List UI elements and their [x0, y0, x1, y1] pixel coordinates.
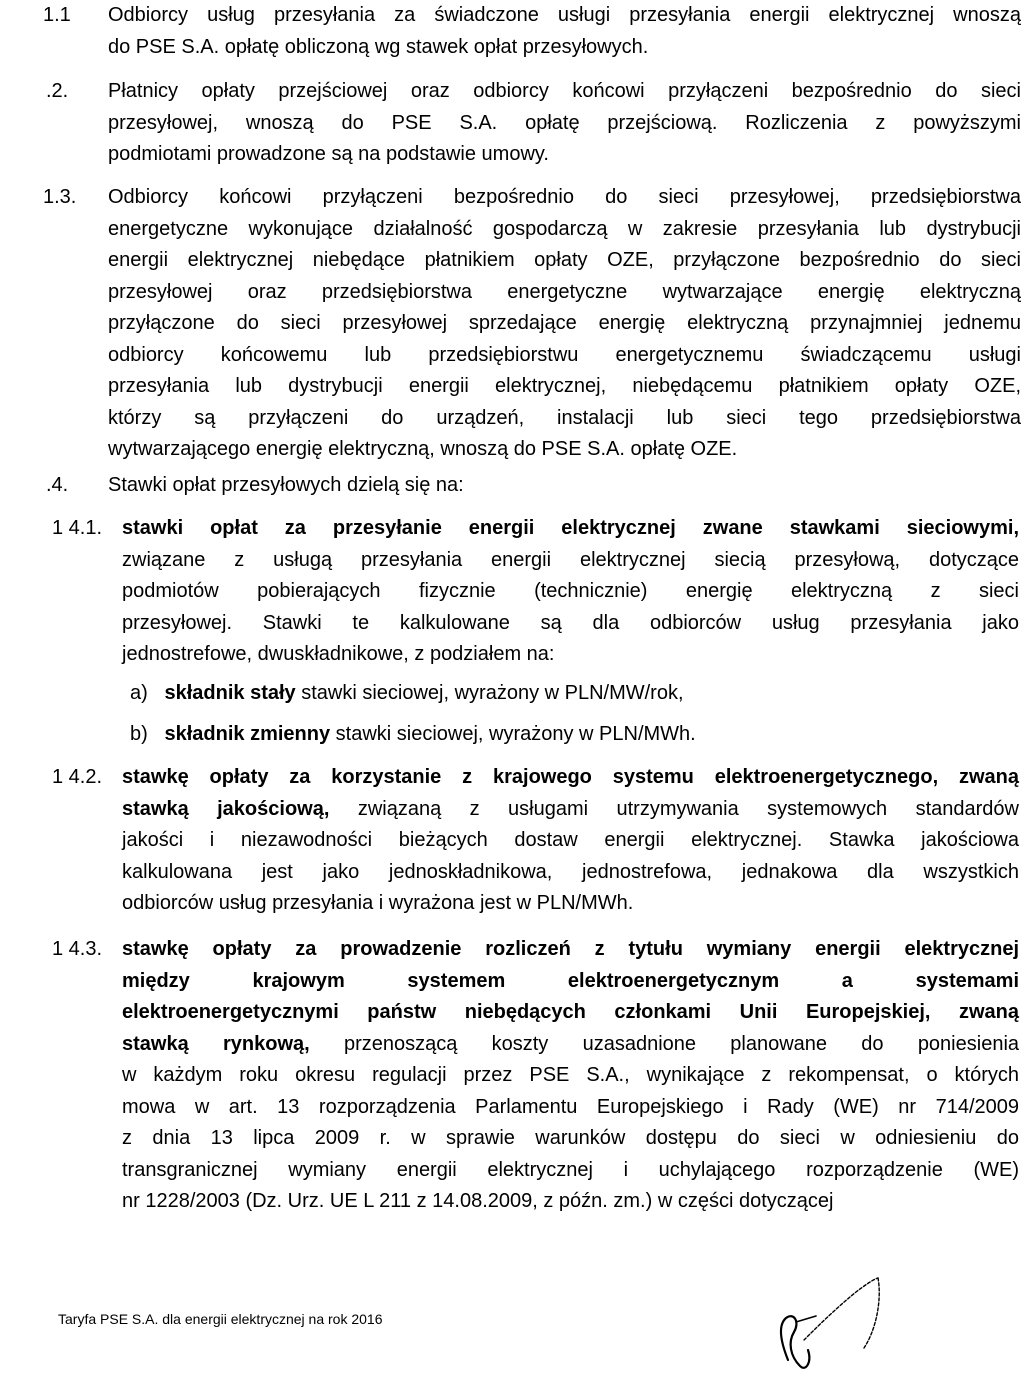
text-line: podmiotami prowadzone są na podstawie umowy.	[108, 143, 549, 165]
text-line	[122, 545, 1019, 577]
subsection-4-1-item-a	[130, 678, 1010, 710]
text-line: wytwarzającego energię elektryczną, wnoszą do PSE S.A. opłatę OZE.	[108, 438, 738, 460]
bold-text: stawkę opłaty za prowadzenie rozliczeń z tytułu wymiany energii elektrycznej	[122, 938, 1019, 960]
text-line: energetyczne wykonujące działalność gospodarczą w zakresie przesyłania lub dystrybucji	[108, 217, 1021, 240]
list-item-text: stawki sieciowej, wyrażony w PLN/MW/rok,	[295, 682, 684, 704]
section-1-1-text	[108, 0, 1021, 63]
text-line	[122, 857, 1019, 889]
section-number: .2.	[46, 80, 69, 102]
text-line: Stawki opłat przesyłowych dzielą się na:	[108, 474, 464, 496]
text-run: w każdym roku okresu regulacji przez PSE S.A., wynikające z rekompensat, o których	[122, 1064, 1019, 1086]
section-number: .4.	[46, 474, 69, 496]
subsection-4-3-text	[122, 934, 1019, 1218]
text-line: do PSE S.A. opłatę obliczoną wg stawek opłat przesyłowych.	[108, 35, 649, 58]
text-line	[122, 966, 1019, 998]
text-line: przesyłania lub dystrybucji energii elektrycznej, niebędącemu płatnikiem opłaty OZE,	[108, 375, 1021, 397]
text-line	[122, 608, 1019, 640]
text-line: przyłączone do sieci przesyłowej sprzedające energię elektryczną przynajmniej jednemu	[108, 312, 1021, 334]
text-line	[122, 513, 1019, 545]
list-item-text: stawki sieciowej, wyrażony w PLN/MWh.	[330, 723, 696, 745]
list-item	[130, 719, 1010, 751]
text-line	[122, 825, 1019, 857]
text-run: przesyłowej. Stawki te kalkulowane są dla odbiorców usług przesyłania jako	[122, 611, 1019, 634]
text-line	[122, 1155, 1019, 1187]
section-number: 1.1	[43, 4, 71, 26]
text-run: związane z usługą przesyłania energii elektrycznej siecią przesyłową, dotyczące	[122, 548, 1019, 571]
text-run: kalkulowana jest jako jednoskładnikowa, jednostrefowa, jednakowa dla wszystkich	[122, 860, 1019, 883]
text-line: przesyłowej, wnoszą do PSE S.A. opłatę przejściową. Rozliczenia z powyższymi	[108, 111, 1021, 134]
text-line	[122, 1186, 1019, 1218]
subsection-number: 1 4.2.	[52, 766, 103, 788]
list-marker: b)	[130, 723, 148, 745]
list-item-bold: składnik zmienny	[164, 723, 331, 745]
bold-text: między krajowym systemem elektroenergetycznym a systemami	[122, 969, 1019, 992]
text-run: mowa w art. 13 rozporządzenia Parlamentu Europejskiego i Rady (WE) nr 714/2009	[122, 1095, 1019, 1118]
subsection-number: 1 4.1.	[52, 517, 103, 539]
text-line: energii elektrycznej niebędące płatnikiem opłaty OZE, przyłączone bezpośrednio do sieci	[108, 249, 1021, 271]
subsection-4-2-text	[122, 762, 1019, 920]
bold-text: stawką jakościową,	[122, 797, 330, 820]
section-1-2-text	[108, 76, 1021, 171]
text-line	[122, 576, 1019, 608]
text-line: odbiorcy końcowemu lub przedsiębiorstwu energetycznemu świadczącemu usługi	[108, 343, 1021, 366]
bold-text: stawkę opłaty za korzystanie z krajowego systemu elektroenergetycznego, zwaną	[122, 766, 1019, 788]
text-line: przesyłowej oraz przedsiębiorstwa energetyczne wytwarzające energię elektryczną	[108, 280, 1021, 303]
text-line: Płatnicy opłaty przejściowej oraz odbiorcy końcowi przyłączeni bezpośrednio do sieci	[108, 80, 1021, 102]
text-run: jakości i niezawodności bieżących dostaw energii elektrycznej. Stawka jakościowa	[122, 829, 1019, 851]
section-1-3-text	[108, 182, 1021, 466]
list-item-bold: składnik stały	[164, 682, 296, 704]
bold-text: stawką rynkową,	[122, 1032, 310, 1055]
section-number: 1.3.	[43, 186, 77, 208]
text-run: transgranicznej wymiany energii elektrycznej i uchylającego rozporządzenie (WE)	[122, 1158, 1019, 1181]
subsection-number: 1 4.3.	[52, 938, 103, 960]
text-line	[122, 1029, 1019, 1061]
text-run: jednostrefowe, dwuskładnikowe, z podziałem na:	[122, 643, 555, 665]
text-line: Odbiorcy usług przesyłania za świadczone usługi przesyłania energii elektrycznej wnoszą	[108, 4, 1021, 26]
text-line	[122, 1060, 1019, 1092]
subsection-4-1-item-b	[130, 719, 1010, 751]
text-line: którzy są przyłączeni do urządzeń, instalacji lub sieci tego przedsiębiorstwa	[108, 406, 1021, 429]
bold-text: elektroenergetycznymi państw niebędących członkami Unii Europejskiej, zwaną	[122, 1001, 1019, 1023]
text-line	[122, 794, 1019, 826]
subsection-4-1-text	[122, 513, 1019, 671]
text-run: z dnia 13 lipca 2009 r. w sprawie warunków dostępu do sieci w odniesieniu do	[122, 1127, 1019, 1149]
text-line	[122, 1123, 1019, 1155]
list-item	[130, 678, 1010, 710]
text-line	[122, 934, 1019, 966]
footer-text: Taryfa PSE S.A. dla energii elektrycznej na rok 2016	[58, 1311, 383, 1327]
text-line	[122, 997, 1019, 1029]
text-line	[122, 1092, 1019, 1124]
text-run: odbiorców usług przesyłania i wyrażona jest w PLN/MWh.	[122, 892, 634, 914]
text-run: związaną z usługami utrzymywania systemowych standardów	[329, 797, 1019, 820]
section-1-4-text	[108, 470, 1021, 502]
text-line	[122, 762, 1019, 794]
signature-mark	[760, 1270, 900, 1380]
text-run: nr 1228/2003 (Dz. Urz. UE L 211 z 14.08.2009, z późn. zm.) w części dotyczącej	[122, 1190, 834, 1212]
text-run: podmiotów pobierających fizycznie (technicznie) energię elektryczną z sieci	[122, 580, 1019, 602]
text-line	[122, 888, 1019, 920]
bold-text: stawki opłat za przesyłanie energii elektrycznej zwane stawkami sieciowymi,	[122, 517, 1019, 539]
text-line	[122, 639, 1019, 671]
text-run: przenoszącą koszty uzasadnione planowane do poniesienia	[309, 1032, 1020, 1055]
list-marker: a)	[130, 682, 148, 704]
text-line: Odbiorcy końcowi przyłączeni bezpośrednio do sieci przesyłowej, przedsiębiorstwa	[108, 186, 1021, 208]
